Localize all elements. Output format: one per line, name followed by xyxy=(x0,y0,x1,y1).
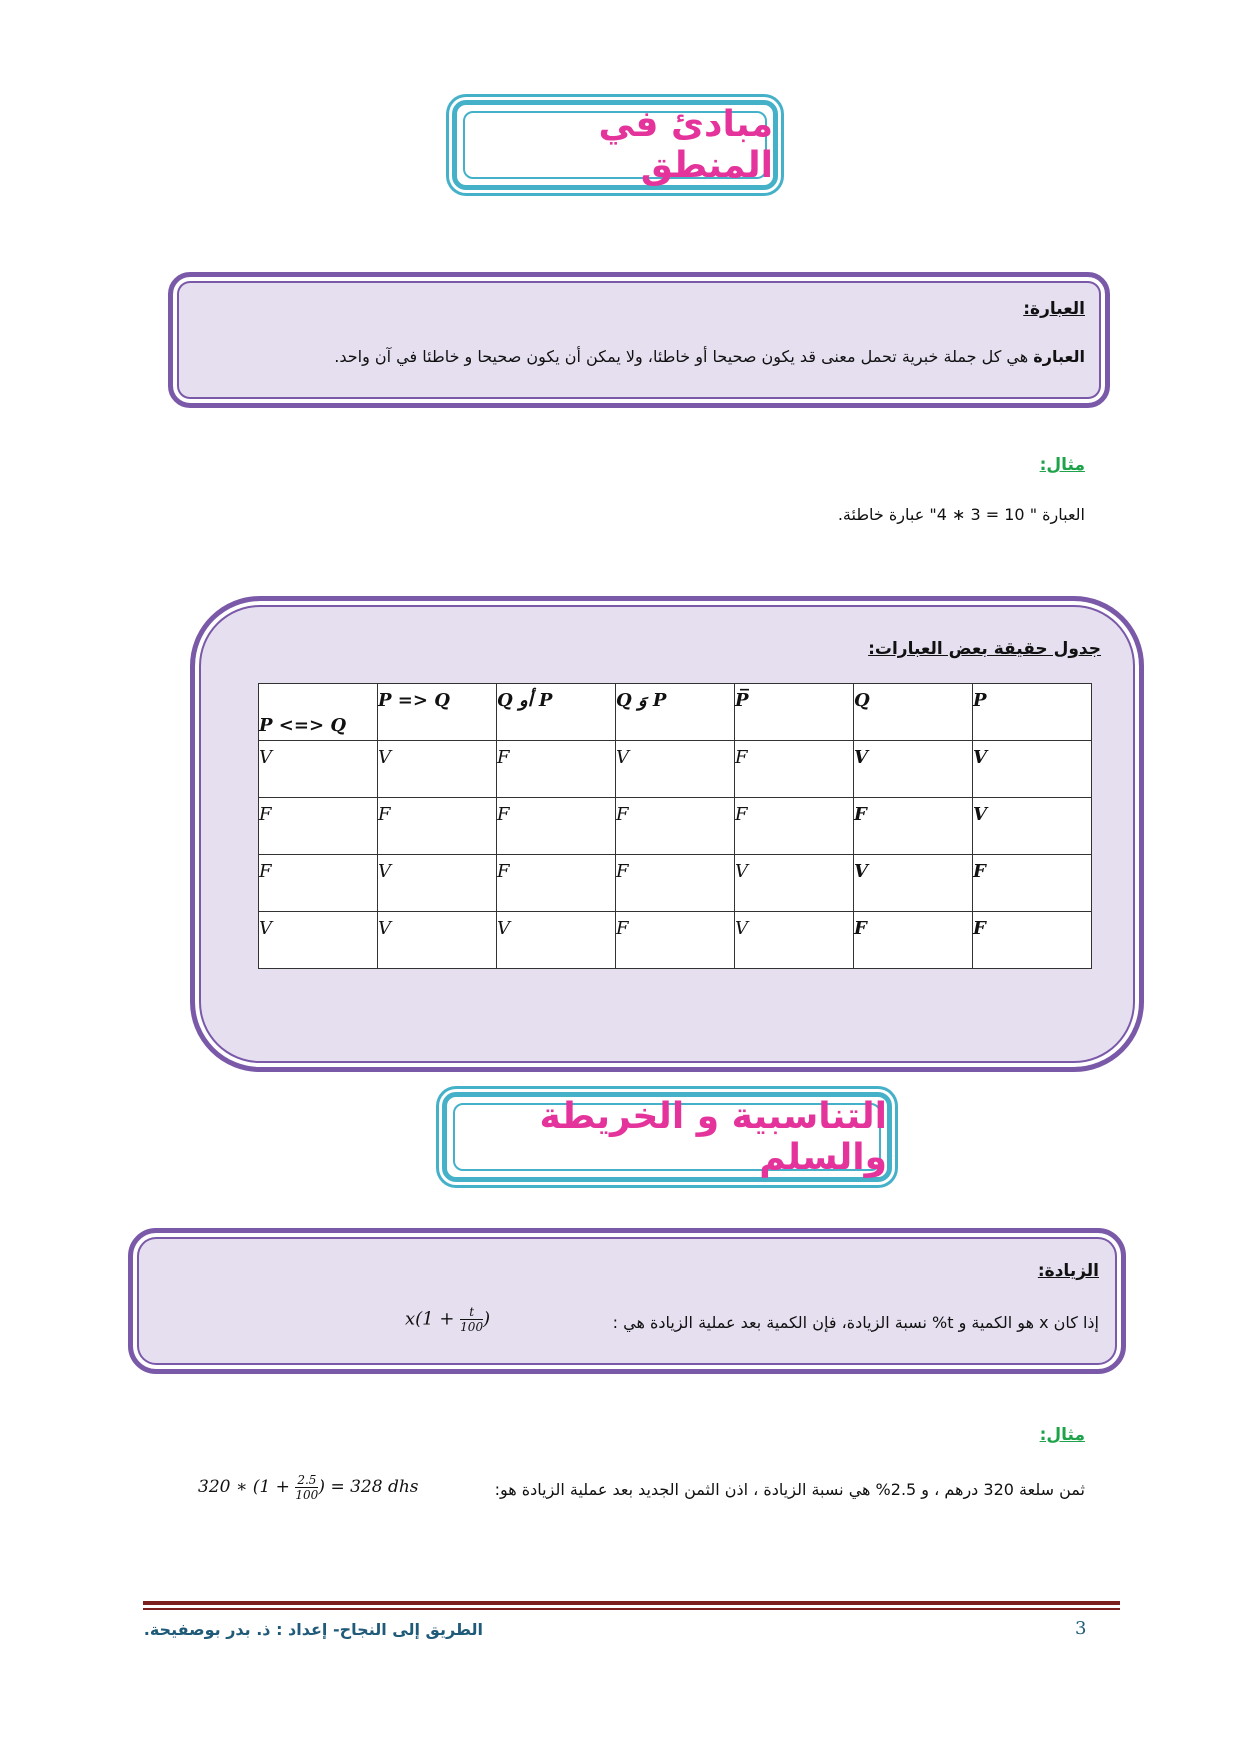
header-p-implies-q: P => Q xyxy=(378,684,497,741)
table-cell: F xyxy=(259,855,378,912)
increase-formula-prefix: x(1 + xyxy=(405,1308,455,1330)
table-row xyxy=(259,741,1092,798)
header-p-and-q: P وَ Q xyxy=(616,684,735,741)
section-title-proportionality: التناسبية و الخريطة والسلم xyxy=(539,1096,887,1178)
truth-table-heading: جدول حقيقة بعض العبارات: xyxy=(868,639,1101,659)
table-cell: F xyxy=(616,798,735,855)
table-cell: F xyxy=(973,855,1092,912)
truth-table-box xyxy=(190,596,1144,1072)
table-cell: V xyxy=(854,855,973,912)
increase-heading: الزيادة: xyxy=(1037,1261,1099,1281)
table-cell: V xyxy=(616,741,735,798)
definition-term: العبارة xyxy=(1033,347,1085,366)
table-cell: V xyxy=(259,912,378,969)
truth-table xyxy=(258,683,1092,969)
increase-formula-denominator: 100 xyxy=(460,1320,484,1334)
table-cell: V xyxy=(378,741,497,798)
table-cell: V xyxy=(973,798,1092,855)
example2-text: ثمن سلعة 320 درهم ، و 2.5% هي نسبة الزيادة ، اذن الثمن الجديد بعد عملية الزيادة هو: xyxy=(494,1480,1085,1499)
increase-box xyxy=(128,1228,1126,1374)
definition-text xyxy=(205,347,1085,366)
table-cell: F xyxy=(497,798,616,855)
footer-divider-thin xyxy=(143,1608,1120,1610)
example2-heading: مثال: xyxy=(1039,1425,1085,1445)
table-cell: V xyxy=(973,741,1092,798)
table-cell: V xyxy=(735,855,854,912)
table-cell: F xyxy=(616,855,735,912)
section-title-box-proportionality xyxy=(442,1092,892,1182)
table-cell: V xyxy=(378,912,497,969)
increase-formula-numerator: t xyxy=(460,1305,483,1320)
example2-formula-suffix: ) = 328 dhs xyxy=(318,1477,419,1497)
footer-divider xyxy=(143,1601,1120,1605)
header-q: Q xyxy=(854,684,973,741)
section-title-box-logic xyxy=(452,100,778,190)
example2-formula-fraction xyxy=(295,1473,318,1502)
increase-text: إذا كان x هو الكمية و t% نسبة الزيادة، فإن الكمية بعد عملية الزيادة هي : xyxy=(612,1313,1099,1332)
increase-formula-suffix: ) xyxy=(483,1308,491,1330)
section-title-logic: مبادئ في المنطق xyxy=(598,104,773,186)
increase-formula xyxy=(405,1305,490,1334)
table-cell: F xyxy=(735,798,854,855)
example1-heading: مثال: xyxy=(1039,455,1085,475)
footer-text: الطريق إلى النجاح- إعداد : ذ. بدر بوصفيحة. xyxy=(143,1620,483,1639)
table-cell: V xyxy=(735,912,854,969)
table-row xyxy=(259,798,1092,855)
page-number: 3 xyxy=(1075,1618,1087,1639)
example2-formula-denominator: 100 xyxy=(295,1488,319,1502)
table-cell: V xyxy=(378,855,497,912)
header-not-p: P̅ xyxy=(735,684,854,741)
table-cell: F xyxy=(378,798,497,855)
table-cell: F xyxy=(259,798,378,855)
header-p-or-q: P أو Q xyxy=(497,684,616,741)
table-cell: F xyxy=(735,741,854,798)
table-cell: F xyxy=(497,741,616,798)
definition-body: هي كل جملة خبرية تحمل معنى قد يكون صحيحا أو خاطئا، ولا يمكن أن يكون صحيحا و خاطئا في آن واحد. xyxy=(334,347,1034,366)
definition-heading: العبارة: xyxy=(1023,299,1085,319)
header-p: P xyxy=(973,684,1092,741)
header-p-iff-q: P <=> Q xyxy=(259,684,378,741)
example2-formula xyxy=(198,1473,419,1502)
table-row xyxy=(259,855,1092,912)
table-cell: F xyxy=(616,912,735,969)
truth-table-header-row xyxy=(259,684,1092,741)
table-cell: V xyxy=(854,741,973,798)
example1-text: العبارة " 10 = 3 ∗ 4" عبارة خاطئة. xyxy=(837,505,1085,524)
definition-box xyxy=(168,272,1110,408)
example2-formula-numerator: 2.5 xyxy=(297,1473,317,1487)
table-cell: F xyxy=(973,912,1092,969)
table-cell: F xyxy=(854,912,973,969)
table-cell: F xyxy=(497,855,616,912)
increase-formula-fraction xyxy=(460,1305,483,1334)
table-cell: V xyxy=(259,741,378,798)
example2-formula-prefix: 320 ∗ (1 + xyxy=(198,1477,290,1497)
table-cell: V xyxy=(497,912,616,969)
table-row xyxy=(259,912,1092,969)
table-cell: F xyxy=(854,798,973,855)
